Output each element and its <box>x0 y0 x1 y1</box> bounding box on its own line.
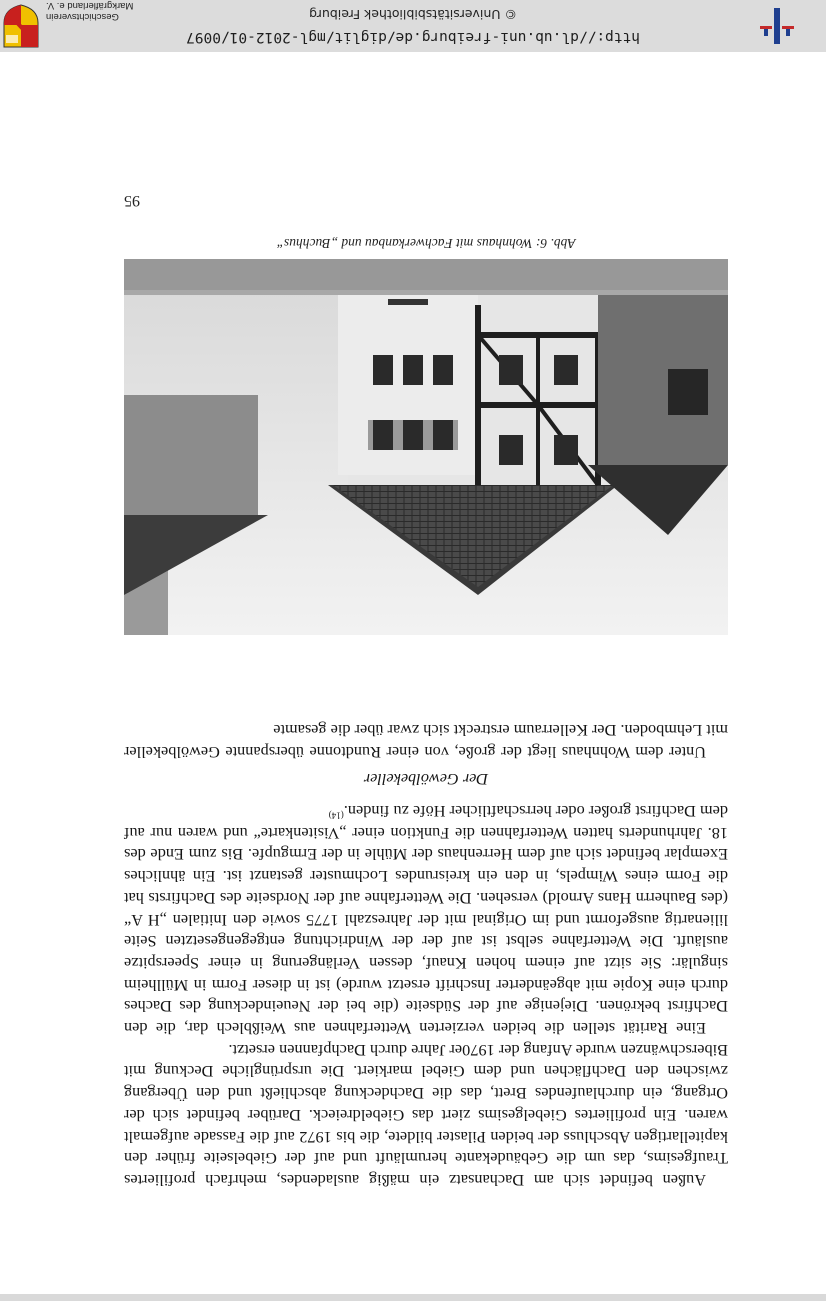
paragraph-cellar: Unter dem Wohnhaus liegt der große, von einer Rundtonne überspannte Gewölbekeller mit Lehmboden. Der Kellerraum erstreckt sich zwar über die gesamte <box>124 720 728 762</box>
page-number: 95 <box>124 192 140 209</box>
society-name-line-1: Geschichtsverein <box>46 11 119 22</box>
paragraph-eaves: Außen befindet sich am Dachansatz ein mäßig ausladendes, mehrfach profiliertes Traufgesims, das um die Gebäudekante herumläuft und auf der Giebelseite früher den kapitellartigen Abschluss der beiden Pilaster bildete, die bis 1972 auf die Fassade aufgemalt waren. Ein profiliertes Giebelgesims ziert das Giebeldreieck. Darüber befindet sich der Ortgang, ein durchlaufendes Brett, das die Dachdeckung abschließt und den Übergang zwischen den Dachflächen und dem Giebel markiert. Die ursprüngliche Deckung mit Biberschwänzen wurde Anfang der 1970er Jahre durch Dachpfannen ersetzt. <box>124 1040 728 1190</box>
copyright-notice: © Universitätsbibliothek Freiburg <box>309 7 517 22</box>
paragraph-weathervanes <box>124 800 728 1039</box>
society-name <box>46 0 166 22</box>
paragraph-weathervanes-text: Eine Rarität stellen die beiden verzierten Wetterfahnen aus Weißblech dar, die den Dachfirst bekrönen. Diejenige auf der Südseite (die bei der Neueindeckung des Daches durch eine Kopie mit abgeänderter Inschrift ersetzt wurde) ist in dieser Form in Müllheim singulär: Sie sitzt auf einem hohen Knauf, dessen Verlängerung in einer Speerspitze ausläuft. Die Wetterfahne selbst ist auf der der Windrichtung entgegengesetzten Seite lilienartig ausgeformt und im Original mit der Jahreszahl 1775 sowie den Initialen „H A“ (des Bauherrn Hans Arnold) versehen. Die Wetterfahne auf der Nordseite des Dachfirsts hat die Form eines Wimpels, in den ein kreisrundes Lochmuster gestanzt ist. Ein ähnliches Exemplar befindet sich auf dem Herrenhaus der Mühle in der Ermgupfe. Bis zum Ende des 18. Jahrhunderts hatten Wetterfahnen die Funktion einer „Visitenkarte“ und waren nur auf dem Dachfirst großer oder herrschaftlicher Höfe zu finden. <box>124 802 728 1039</box>
footnote-marker: (14) <box>328 810 344 821</box>
society-name-line-2: Markgräflerland e. V. <box>46 0 134 11</box>
photo-illustration <box>124 259 728 635</box>
figure-caption: Abb. 6: Wohnhaus mit Fachwerkanbau und „Buchhus“ <box>276 236 576 251</box>
photograph-house <box>124 259 728 635</box>
ub-freiburg-logo-icon <box>756 6 796 46</box>
scan-edge <box>0 1294 826 1301</box>
section-heading: Der Gewölbekeller <box>363 770 489 790</box>
document-url-link[interactable]: http://dl.ub.uni-freiburg.de/diglit/mgl-2012-01/0097 <box>186 29 640 45</box>
body-text <box>124 719 728 1191</box>
footer-bar <box>0 0 826 52</box>
coat-of-arms-icon <box>2 3 40 49</box>
